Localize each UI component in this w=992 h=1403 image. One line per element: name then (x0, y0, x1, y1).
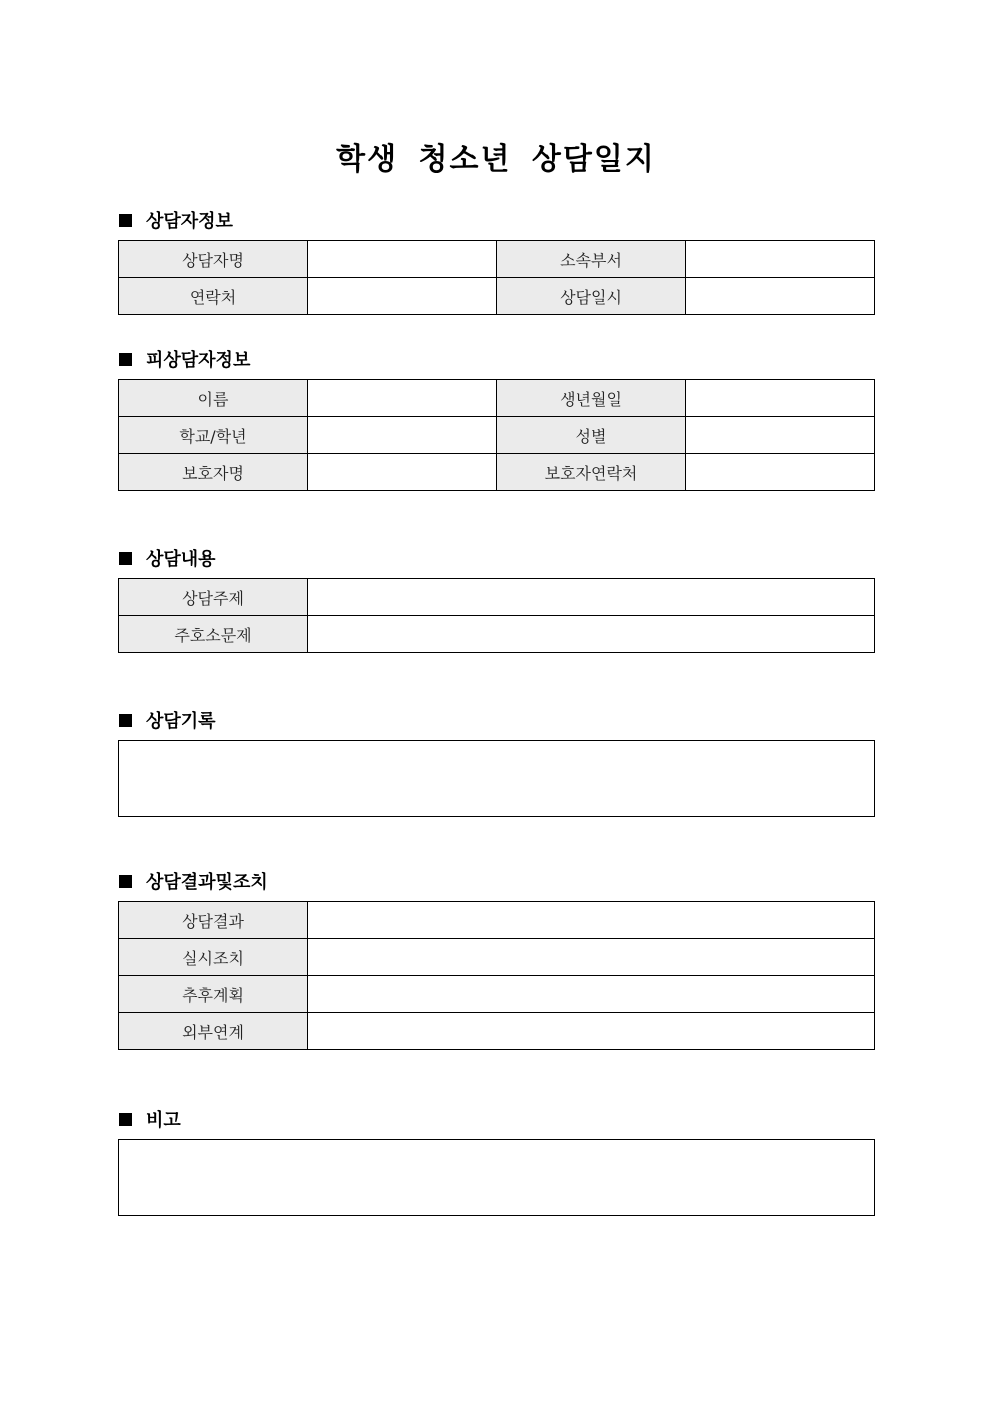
square-bullet-icon (119, 353, 132, 366)
section-heading-label: 상담결과및조치 (146, 872, 268, 893)
school-grade-field[interactable] (308, 417, 497, 454)
table-row (119, 278, 875, 315)
result-field[interactable] (308, 902, 875, 939)
field-label: 실시조치 (119, 939, 308, 976)
square-bullet-icon (119, 552, 132, 565)
field-label: 소속부서 (497, 241, 686, 278)
field-label: 상담주제 (119, 579, 308, 616)
external-link-field[interactable] (308, 1013, 875, 1050)
field-label: 상담자명 (119, 241, 308, 278)
table-row (119, 241, 875, 278)
record-textarea[interactable] (118, 740, 875, 817)
remarks-textarea[interactable] (118, 1139, 875, 1216)
guardian-contact-field[interactable] (686, 454, 875, 491)
section-heading-label: 비고 (146, 1110, 181, 1131)
counselor-info-table (118, 240, 875, 315)
square-bullet-icon (119, 1113, 132, 1126)
field-label: 외부연계 (119, 1013, 308, 1050)
table-row (119, 380, 875, 417)
section-heading-remarks (119, 1107, 181, 1131)
table-row (119, 579, 875, 616)
field-label: 이름 (119, 380, 308, 417)
table-row (119, 902, 875, 939)
field-label: 성별 (497, 417, 686, 454)
gender-field[interactable] (686, 417, 875, 454)
table-row (119, 616, 875, 653)
counsel-datetime-field[interactable] (686, 278, 875, 315)
section-heading-label: 상담자정보 (146, 211, 233, 232)
client-name-field[interactable] (308, 380, 497, 417)
field-label: 추후계획 (119, 976, 308, 1013)
action-taken-field[interactable] (308, 939, 875, 976)
topic-field[interactable] (308, 579, 875, 616)
table-row (119, 976, 875, 1013)
section-heading-counselor (119, 208, 233, 232)
contact-field[interactable] (308, 278, 497, 315)
field-label: 연락처 (119, 278, 308, 315)
section-heading-label: 피상담자정보 (146, 350, 251, 371)
department-field[interactable] (686, 241, 875, 278)
section-heading-result (119, 869, 268, 893)
main-complaint-field[interactable] (308, 616, 875, 653)
field-label: 주호소문제 (119, 616, 308, 653)
square-bullet-icon (119, 214, 132, 227)
section-heading-record (119, 708, 216, 732)
section-heading-content (119, 546, 216, 570)
birthdate-field[interactable] (686, 380, 875, 417)
content-table (118, 578, 875, 653)
table-row (119, 417, 875, 454)
follow-up-plan-field[interactable] (308, 976, 875, 1013)
field-label: 생년월일 (497, 380, 686, 417)
counselor-name-field[interactable] (308, 241, 497, 278)
field-label: 상담일시 (497, 278, 686, 315)
square-bullet-icon (119, 714, 132, 727)
section-heading-client (119, 347, 250, 371)
table-row (119, 1013, 875, 1050)
square-bullet-icon (119, 875, 132, 888)
document-title: 학생 청소년 상담일지 (336, 142, 656, 177)
field-label: 보호자연락처 (497, 454, 686, 491)
result-table (118, 901, 875, 1050)
table-row (119, 454, 875, 491)
field-label: 상담결과 (119, 902, 308, 939)
client-info-table (118, 379, 875, 491)
section-heading-label: 상담내용 (146, 549, 216, 570)
field-label: 학교/학년 (119, 417, 308, 454)
guardian-name-field[interactable] (308, 454, 497, 491)
section-heading-label: 상담기록 (146, 711, 216, 732)
table-row (119, 939, 875, 976)
field-label: 보호자명 (119, 454, 308, 491)
